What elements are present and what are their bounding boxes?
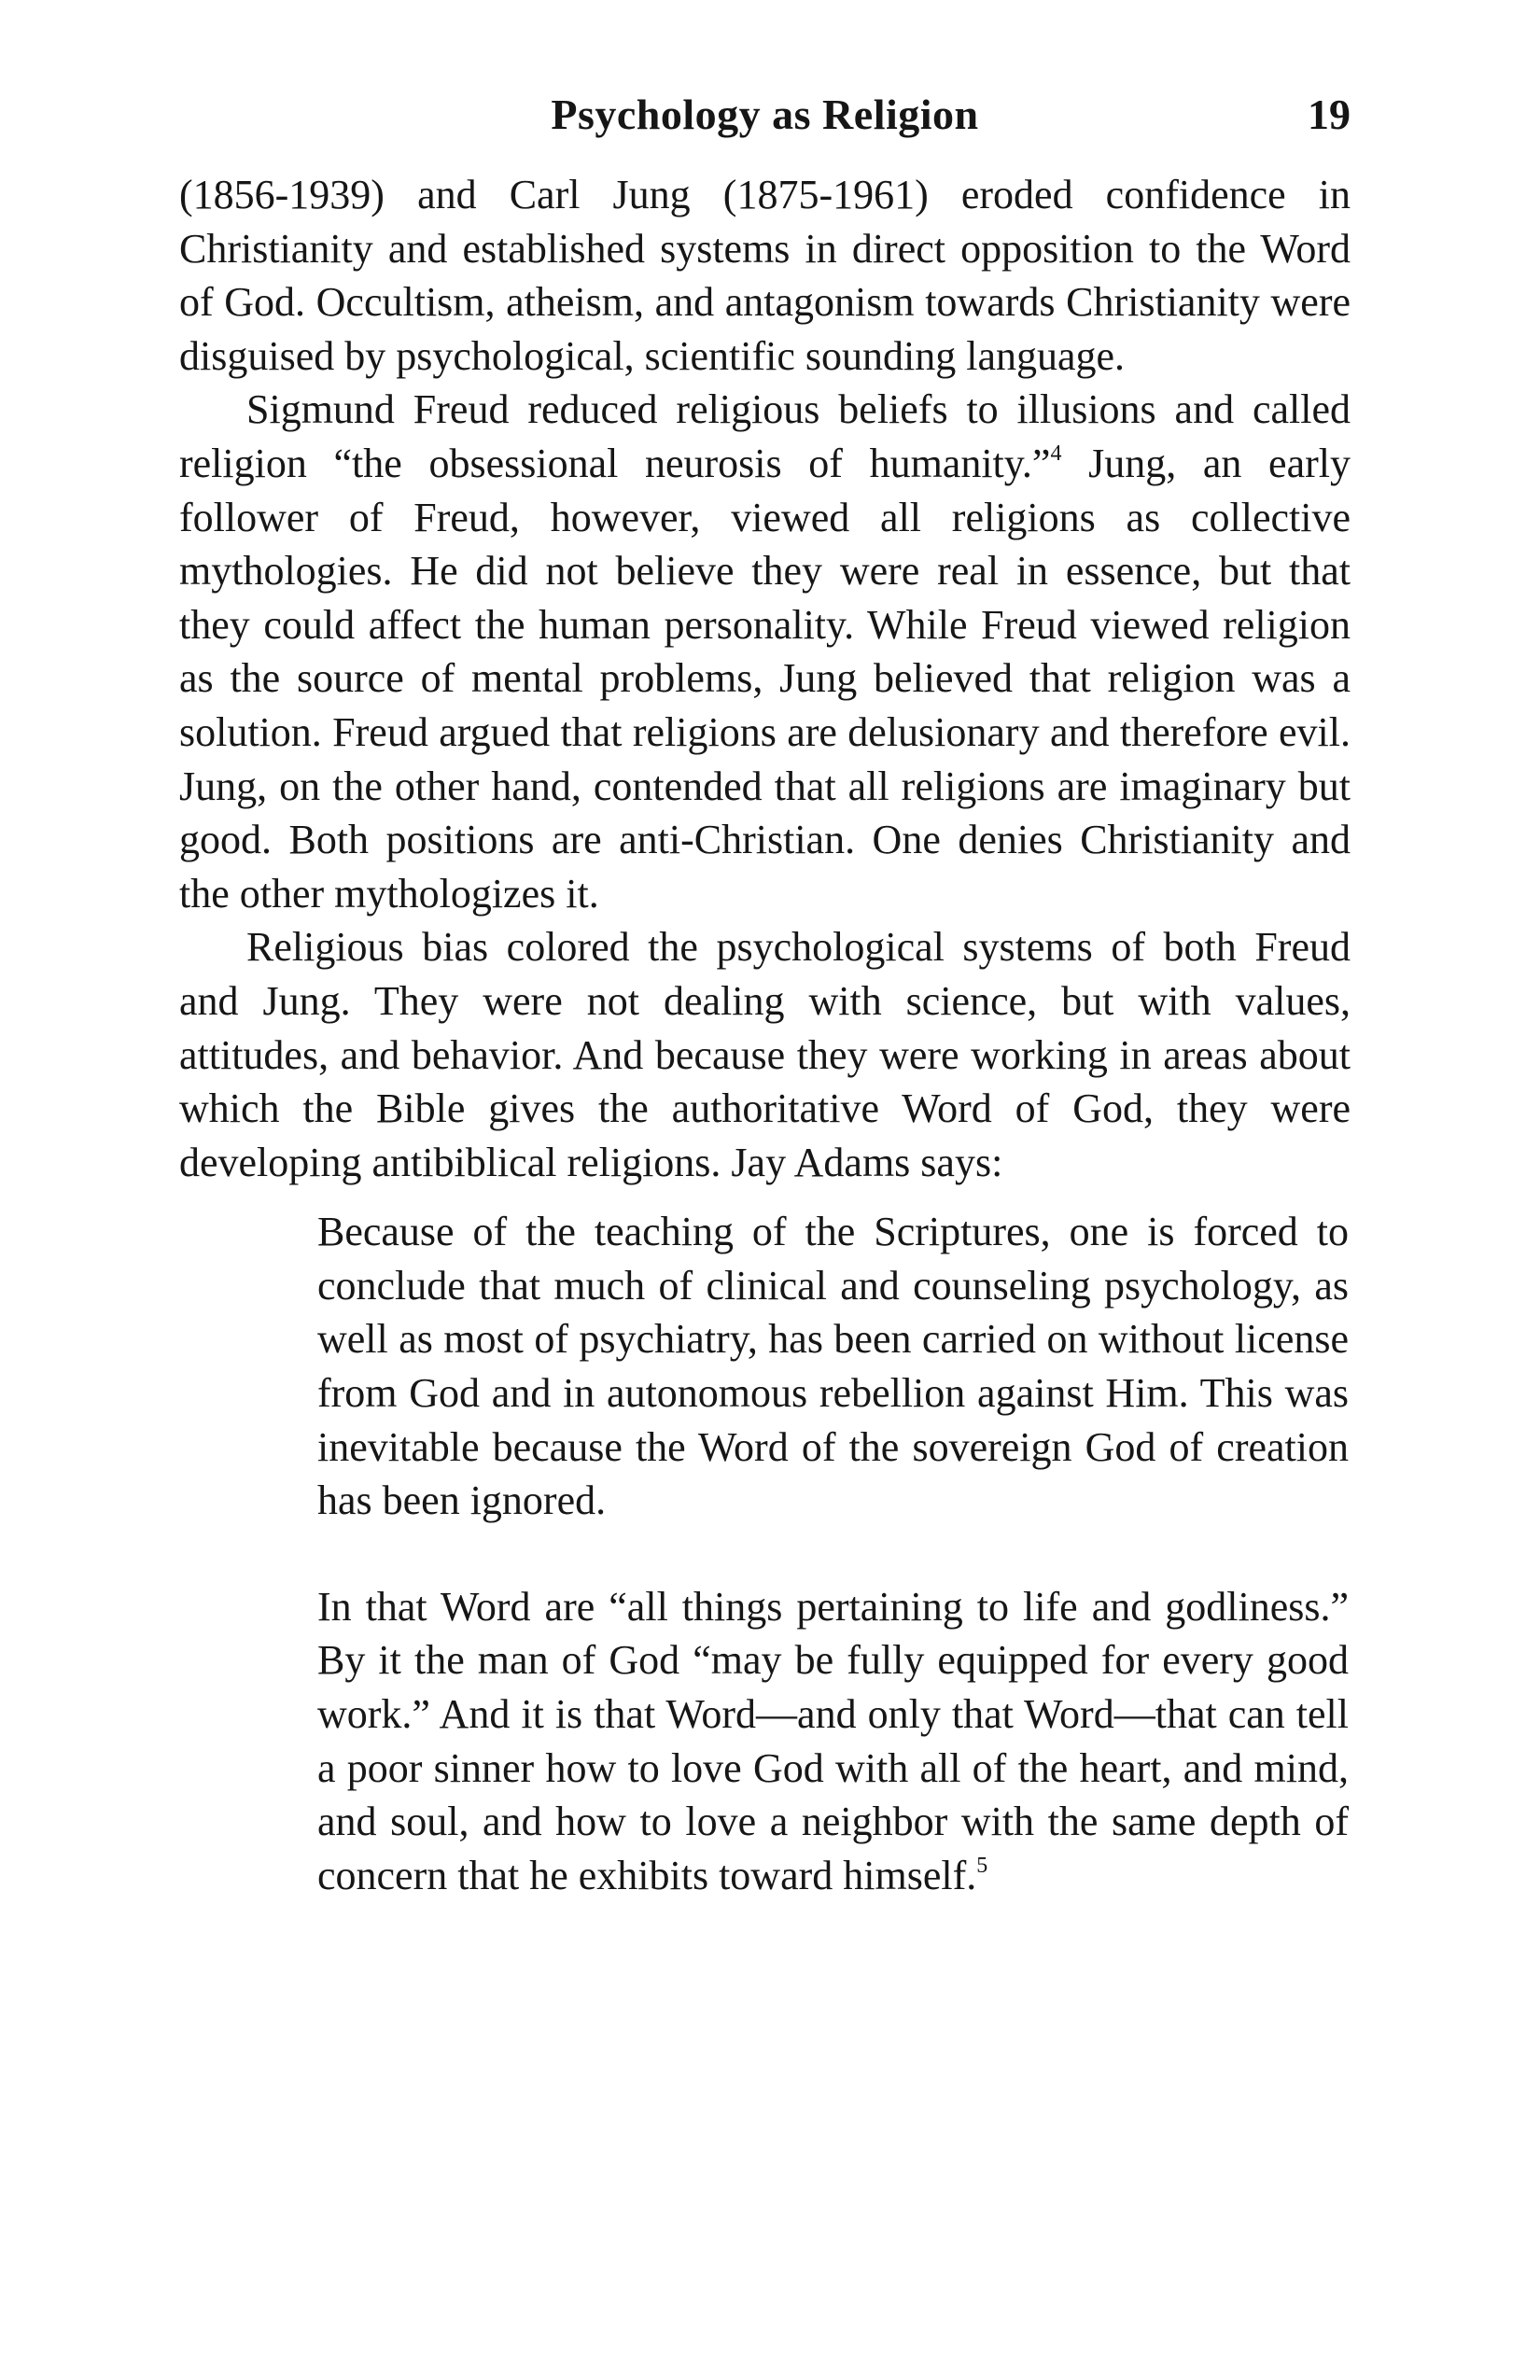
footnote-reference-5: 5 [976, 1853, 988, 1878]
block-quote [317, 1205, 1349, 1902]
running-title: Psychology as Religion [551, 91, 979, 138]
paragraph-freud-jung-continuation: Jung, an early follower of Freud, however, viewed all religions as collective mythologies. He did not believe they were real in essence, but that they could affect the human personality. While Freud viewed religion as the source of mental problems, Jung believed that religion was a solution. Freud argued that religions are delusionary and therefore evil. Jung, on the other hand, contended that all religions are imaginary but good. Both positions are anti-Christian. One denies Christianity and the other mythologizes it. [179, 440, 1351, 917]
body-text [179, 168, 1351, 1902]
running-header [179, 86, 1351, 151]
paragraph-religious-bias: Religious bias colored the psychological systems of both Freud and Jung. They were not dealing with science, but with values, attitudes, and behavior. And because they were working in areas about which the Bible gives the authoritative Word of God, they were developing antibiblical religions. Jay Adams says: [179, 924, 1351, 1185]
block-quote-paragraph-2-text: In that Word are “all things pertaining to life and godliness.” By it the man of God “may be fully equipped for every good work.” And it is that Word—and only that Word—that can tell a poor sinner how to love God with all of the heart, and mind, and soul, and how to love a neighbor with the same depth of concern that he exhibits toward himself. [317, 1583, 1349, 1898]
block-quote-paragraph-1: Because of the teaching of the Scriptures, one is forced to conclude that much of clinical and counseling psychology, as well as most of psychiatry, has been carried on without license from God and in autonomous rebellion against Him. This was inevitable because the Word of the sovereign God of creation has been ignored. [317, 1209, 1349, 1524]
paragraph-freud-jung-text: Sigmund Freud reduced religious beliefs to illusions and called religion “the obsessional neurosis of humanity.” [179, 386, 1351, 486]
footnote-reference-4: 4 [1050, 441, 1062, 466]
paragraph-freud-jung [179, 383, 1351, 920]
page-number: 19 [1308, 91, 1351, 138]
block-quote-paragraph-2 [317, 1580, 1349, 1903]
paragraph-continued: (1856-1939) and Carl Jung (1875-1961) eroded confidence in Christianity and established systems in direct opposition to the Word of God. Occultism, atheism, and antagonism towards Christianity were disguised by psychological, scientific sounding language. [179, 172, 1351, 379]
